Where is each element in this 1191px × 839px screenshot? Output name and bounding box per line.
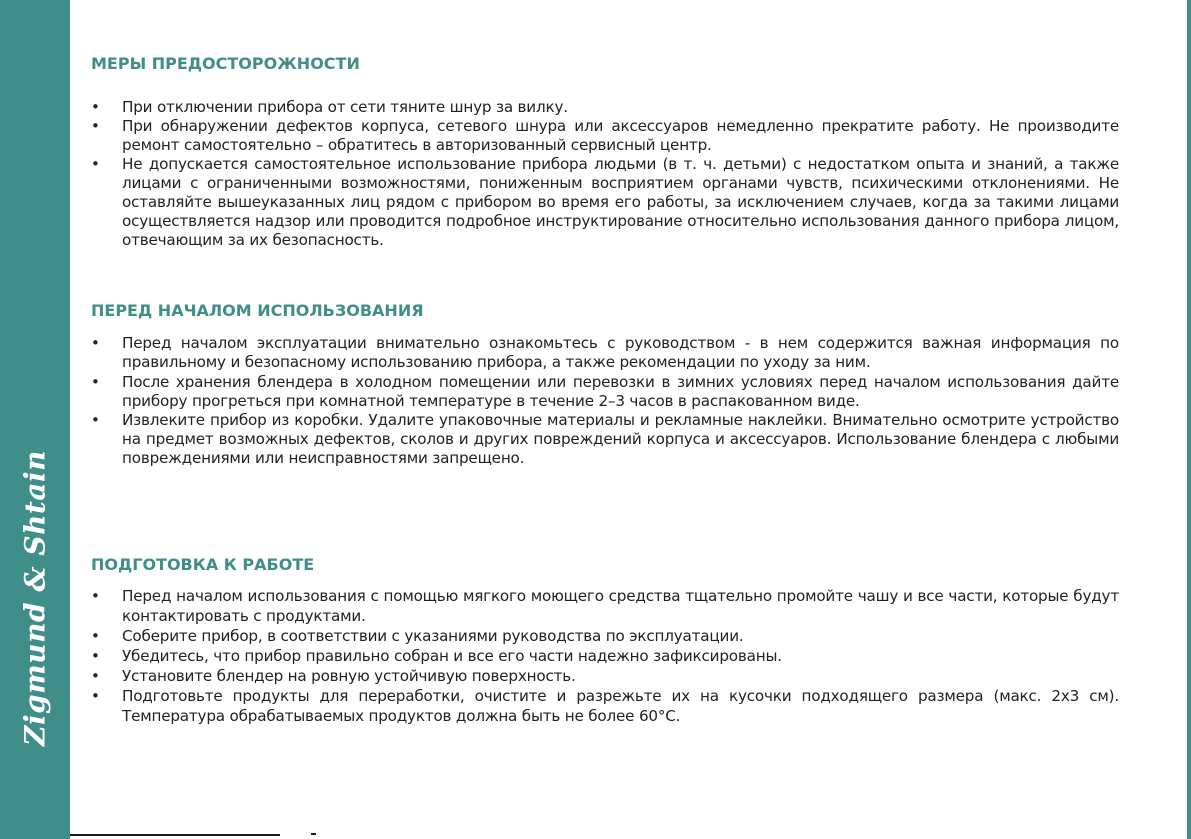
bullet-list [91, 98, 1119, 250]
list-item [91, 98, 1119, 117]
bullet-icon: • [91, 117, 100, 135]
list-item-text: При обнаружении дефектов корпуса, сетевого шнура или аксессуаров немедленно прекратите работу. Не производите ремонт самостоятельно – обратитесь в авторизованный сервисный центр. [122, 117, 1119, 154]
bullet-icon: • [91, 155, 100, 173]
list-item [91, 411, 1119, 468]
bullet-icon: • [91, 647, 100, 665]
bullet-icon: • [91, 587, 100, 605]
bullet-icon: • [91, 627, 100, 645]
list-item-text: При отключении прибора от сети тяните шнур за вилку. [122, 98, 568, 116]
list-item [91, 626, 1119, 646]
list-item [91, 646, 1119, 666]
list-item-text: Подготовьте продукты для переработки, очистите и разрежьте их на кусочки подходящего размера (макс. 2х3 см). Температура обрабатываемых продуктов должна быть не более 60°C. [122, 687, 1119, 725]
list-item-text: После хранения блендера в холодном помещении или перевозки в зимних условиях перед началом использования дайте прибору прогреться при комнатной температуре в течение 2–3 часов в распакованном виде. [122, 372, 1119, 410]
section-title: ПЕРЕД НАЧАЛОМ ИСПОЛЬЗОВАНИЯ [91, 301, 424, 320]
section-preparation [91, 555, 1119, 726]
bullet-list [91, 334, 1119, 468]
bullet-icon: • [91, 687, 100, 705]
list-item-text: Соберите прибор, в соответствии с указаниями руководства по эксплуатации. [122, 627, 744, 645]
list-item-text: Убедитесь, что прибор правильно собран и все его части надежно зафиксированы. [122, 647, 782, 665]
list-item [91, 334, 1119, 372]
right-edge-stripe [1187, 0, 1191, 839]
list-item-text: Перед началом эксплуатации внимательно ознакомьтесь с руководством - в нем содержится важная информация по правильному и безопасному использованию прибора, а также рекомендации по уходу за ним. [122, 334, 1119, 371]
brand-logo: Zigmund & Shtain [18, 450, 52, 746]
list-item-text: Установите блендер на ровную устойчивую поверхность. [122, 667, 576, 685]
bullet-icon: • [91, 98, 100, 116]
list-item-text: Не допускается самостоятельное использование прибора людьми (в т. ч. детьми) с недостатком опыта и знаний, а также лицами с ограниченными возможностями, пониженным восприятием органами чувств, психическими отклонениями. Не оставляйте вышеуказанных лиц рядом с прибором во время его работы, за исключением случаев, когда за такими лицами осуществляется надзор или проводится подробное инструктирование относительно использования данного прибора лицом, отвечающим за их безопасность. [122, 155, 1119, 249]
section-title: ПОДГОТОВКА К РАБОТЕ [91, 555, 315, 574]
brand-sidebar [0, 0, 70, 839]
footer-rule [70, 834, 280, 836]
bullet-icon: • [91, 667, 100, 685]
list-item [91, 117, 1119, 155]
list-item [91, 686, 1119, 726]
bullet-icon: • [91, 372, 100, 391]
bullet-icon: • [91, 411, 100, 429]
bullet-list [91, 586, 1119, 726]
list-item [91, 155, 1119, 250]
list-item [91, 373, 1119, 411]
section-before-use [91, 301, 1119, 469]
section-title: МЕРЫ ПРЕДОСТОРОЖНОСТИ [91, 54, 360, 73]
list-item-text: Извлеките прибор из коробки. Удалите упаковочные материалы и рекламные наклейки. Внимательно осмотрите устройство на предмет возможных дефектов, сколов и других повреждений корпуса и аксессуаров. Использование блендера с любыми повреждениями или неисправностями запрещено. [122, 411, 1119, 467]
footer-tick [311, 833, 316, 835]
bullet-icon: • [91, 334, 100, 352]
list-item [91, 586, 1119, 626]
list-item-text: Перед началом использования с помощью мягкого моющего средства тщательно промойте чашу и все части, которые будут контактировать с продуктами. [122, 587, 1119, 625]
section-precautions [91, 54, 1119, 250]
list-item [91, 666, 1119, 686]
